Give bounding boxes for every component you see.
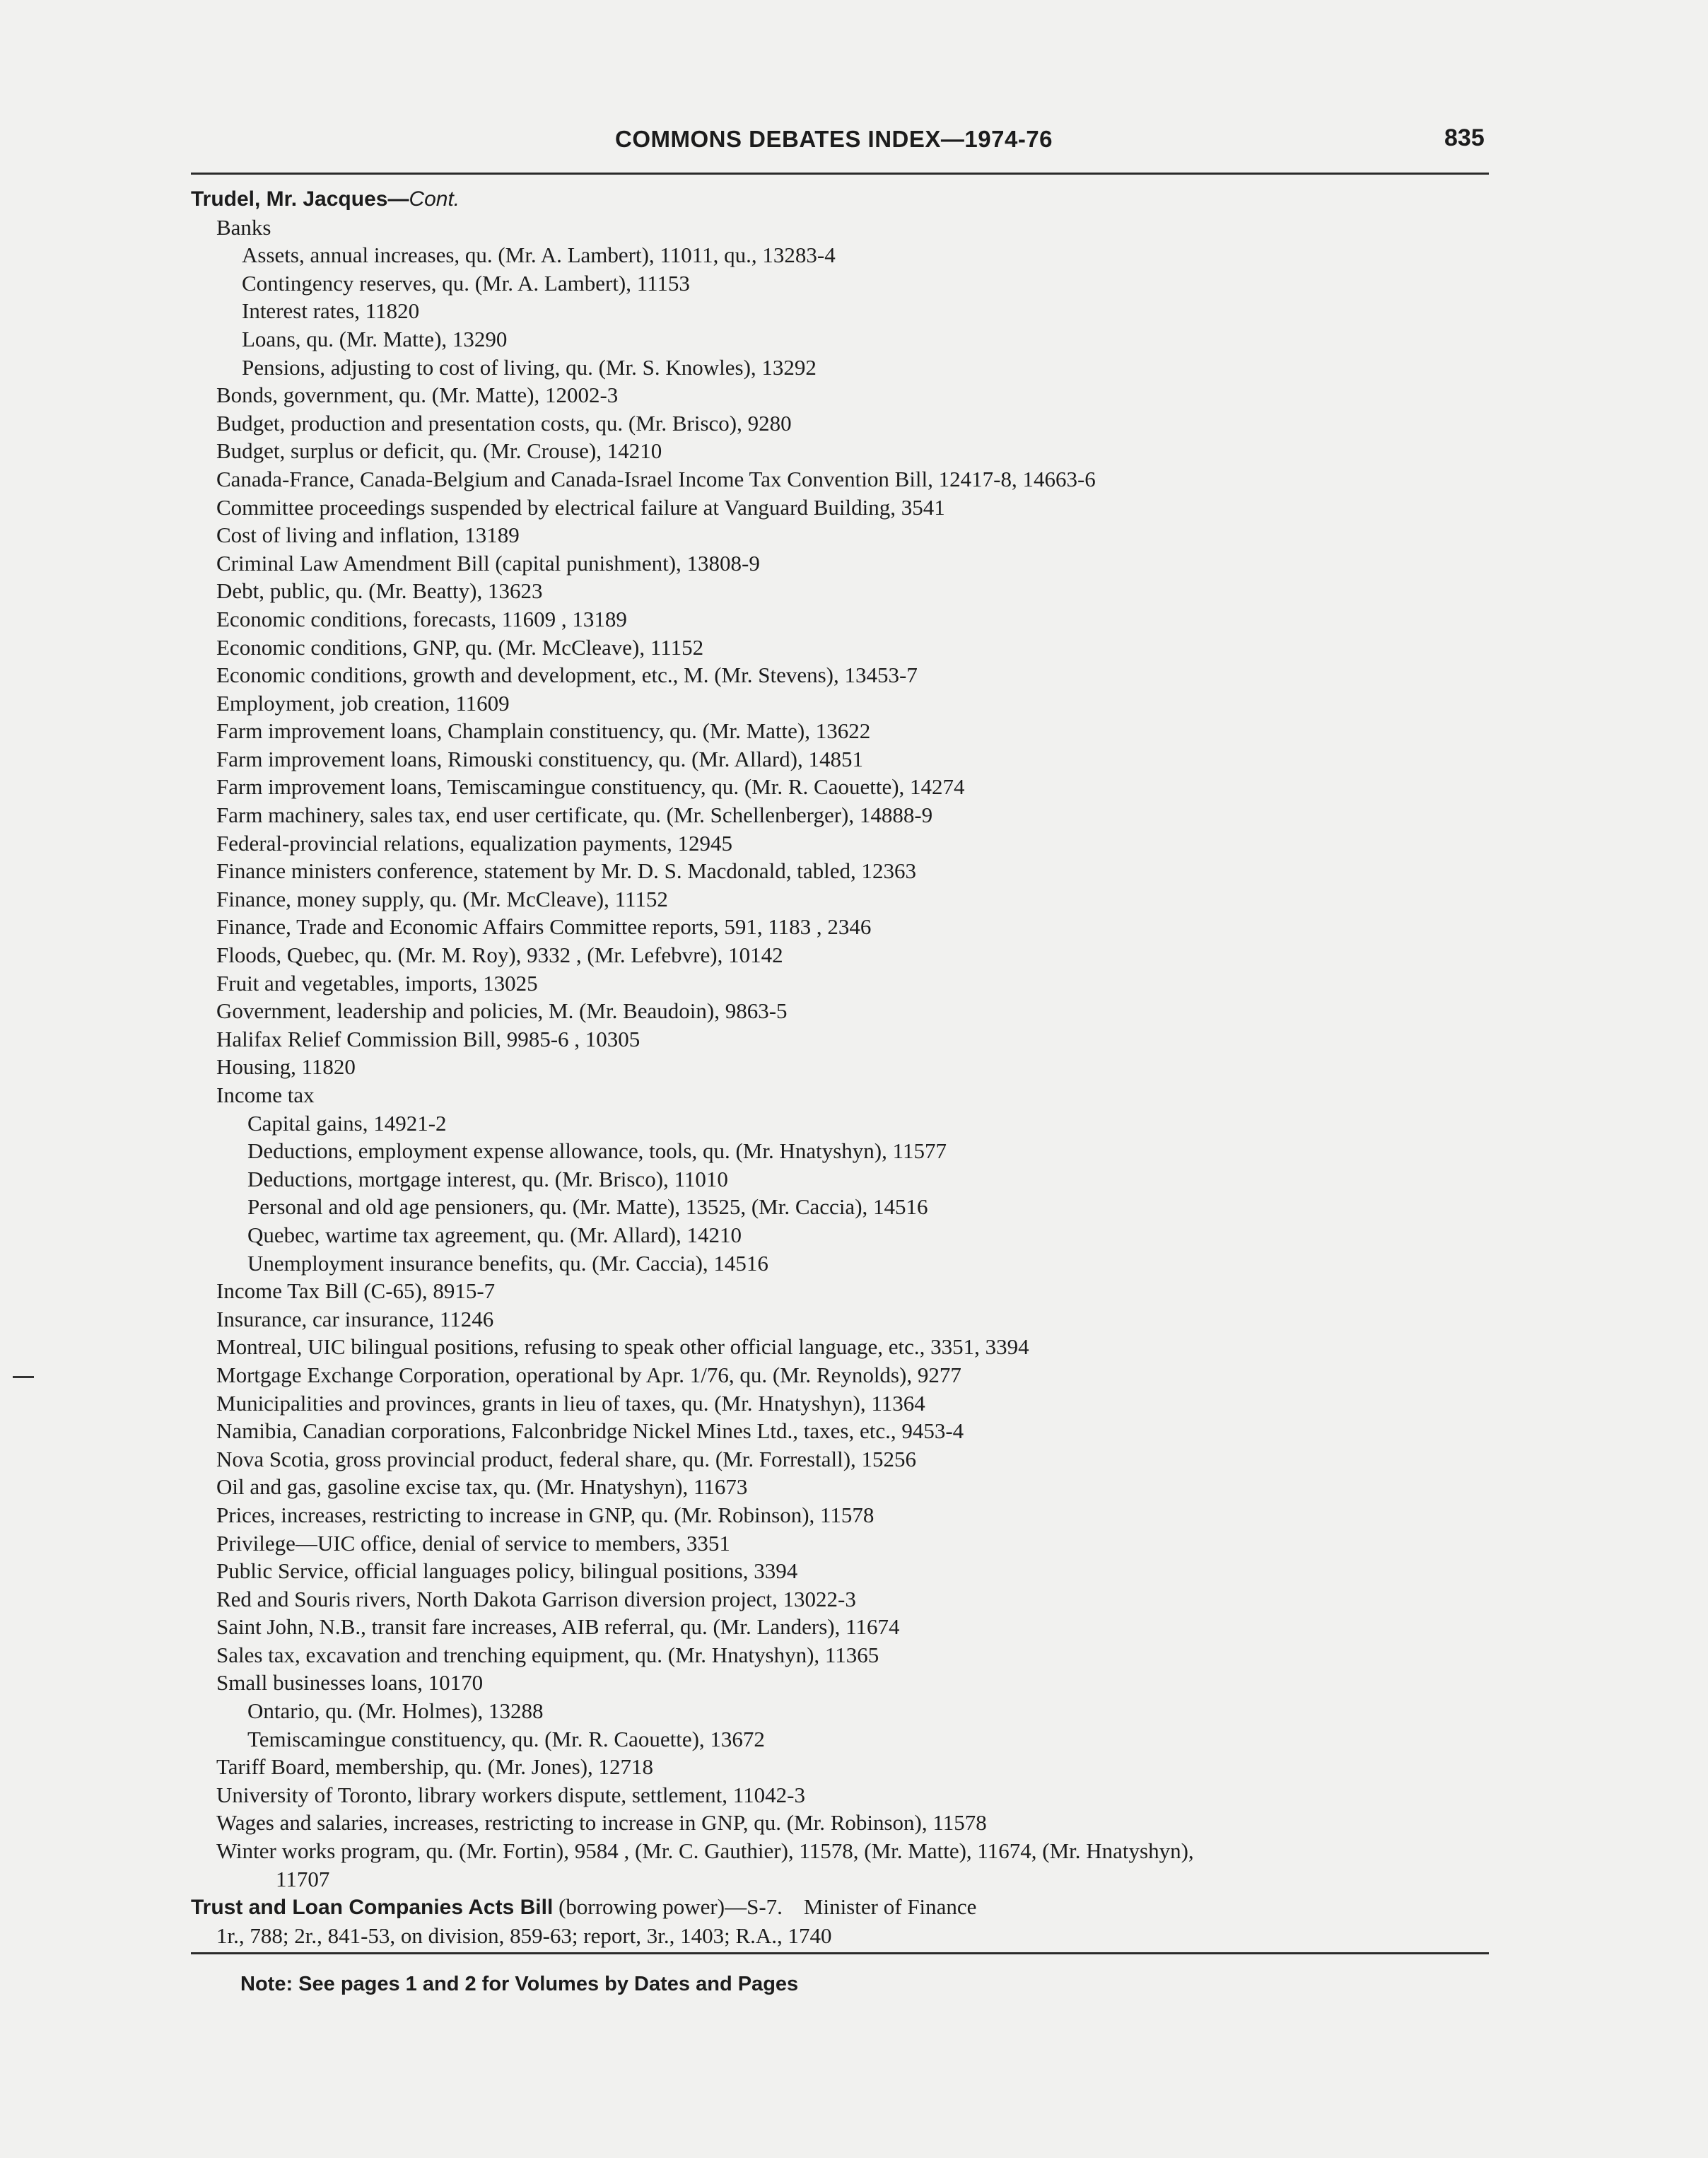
index-subentry: Debt, public, qu. (Mr. Beatty), 13623 [216,578,543,604]
index-subentry: Wages and salaries, increases, restricting to increase in GNP, qu. (Mr. Robinson), 11578 [216,1810,987,1836]
entry-lines [191,214,1506,1894]
index-subentry: Namibia, Canadian corporations, Falconbridge Nickel Mines Ltd., taxes, etc., 9453-4 [216,1418,964,1444]
index-subentry: Farm improvement loans, Temiscamingue constituency, qu. (Mr. R. Caouette), 14274 [216,774,965,800]
index-subentry: Public Service, official languages policy, bilingual positions, 3394 [216,1558,798,1584]
bottom-rule [191,1952,1489,1954]
top-rule [191,173,1489,175]
index-subentry: Capital gains, 14921-2 [247,1110,447,1136]
index-subentry: Privilege—UIC office, denial of service to members, 3351 [216,1530,730,1556]
entry-heading [191,185,1506,214]
index-subentry: Income tax [216,1083,315,1107]
index-subentry: Economic conditions, growth and development, etc., M. (Mr. Stevens), 13453-7 [216,663,918,688]
page-number: 835 [1444,124,1485,151]
index-subentry: Government, leadership and policies, M. (Mr. Beaudoin), 9863-5 [216,998,788,1024]
index-subentry: Finance ministers conference, statement by Mr. D. S. Macdonald, tabled, 12363 [216,858,917,884]
index-subentry: Personal and old age pensioners, qu. (Mr. Matte), 13525, (Mr. Caccia), 14516 [247,1194,928,1220]
index-subentry: Halifax Relief Commission Bill, 9985-6 , 10305 [216,1026,640,1051]
index-subentry: Budget, production and presentation costs, qu. (Mr. Brisco), 9280 [216,410,792,436]
index-subentry: Economic conditions, forecasts, 11609 , 13189 [216,606,627,631]
index-subentry: Temiscamingue constituency, qu. (Mr. R. Caouette), 13672 [247,1726,765,1751]
entry-cont-label: Cont. [409,187,460,211]
index-subentry: Prices, increases, restricting to increase in GNP, qu. (Mr. Robinson), 11578 [216,1502,875,1527]
index-subentry: Committee proceedings suspended by electrical failure at Vanguard Building, 3541 [216,494,945,520]
index-subentry: Banks [216,214,271,240]
index-content [191,185,1506,1949]
index-subentry: Winter works program, qu. (Mr. Fortin), 9584 , (Mr. C. Gauthier), 11578, (Mr. Matte), 11674, (Mr. Hnatyshyn), [216,1838,1194,1864]
index-subentry: Floods, Quebec, qu. (Mr. M. Roy), 9332 , (Mr. Lefebvre), 10142 [216,943,783,968]
index-subentry: Contingency reserves, qu. (Mr. A. Lambert), 11153 [242,270,690,296]
index-subentry: Farm machinery, sales tax, end user certificate, qu. (Mr. Schellenberger), 14888-9 [216,803,933,828]
index-subentry: Cost of living and inflation, 13189 [216,523,520,548]
index-subentry: Sales tax, excavation and trenching equipment, qu. (Mr. Hnatyshyn), 11365 [216,1642,879,1667]
index-subentry: Finance, Trade and Economic Affairs Committee reports, 591, 1183 , 2346 [216,914,872,940]
index-subentry: Fruit and vegetables, imports, 13025 [216,970,538,996]
index-subentry: Income Tax Bill (C-65), 8915-7 [216,1278,496,1304]
index-subentry: Farm improvement loans, Champlain constituency, qu. (Mr. Matte), 13622 [216,718,871,744]
index-subentry: University of Toronto, library workers dispute, settlement, 11042-3 [216,1782,805,1807]
index-subentry: Small businesses loans, 10170 [216,1670,484,1696]
index-subentry: Municipalities and provinces, grants in lieu of taxes, qu. (Mr. Hnatyshyn), 11364 [216,1390,925,1416]
index-subentry: Insurance, car insurance, 11246 [216,1306,494,1331]
index-subentry: Farm improvement loans, Rimouski constituency, qu. (Mr. Allard), 14851 [216,746,863,771]
index-subentry: Nova Scotia, gross provincial product, federal share, qu. (Mr. Forrestall), 15256 [216,1446,917,1471]
index-subentry: Oil and gas, gasoline excise tax, qu. (Mr. Hnatyshyn), 11673 [216,1474,748,1500]
index-subentry: Ontario, qu. (Mr. Holmes), 13288 [247,1698,544,1724]
index-subentry: Employment, job creation, 11609 [216,690,510,716]
index-subentry: Montreal, UIC bilingual positions, refusing to speak other official language, etc., 3351, 3394 [216,1334,1029,1360]
index-subentry: Unemployment insurance benefits, qu. (Mr. Caccia), 14516 [247,1250,768,1276]
entry-name: Trudel, Mr. Jacques— [191,187,409,211]
trust-entry-stages: 1r., 788; 2r., 841-53, on division, 859-63; report, 3r., 1403; R.A., 1740 [216,1923,832,1948]
running-head [0,122,1708,157]
index-subentry: Saint John, N.B., transit fare increases, AIB referral, qu. (Mr. Landers), 11674 [216,1614,900,1640]
index-subentry: Finance, money supply, qu. (Mr. McCleave), 11152 [216,886,668,911]
index-subentry: Tariff Board, membership, qu. (Mr. Jones), 12718 [216,1754,654,1780]
index-subentry: Housing, 11820 [216,1054,356,1080]
trust-entry-sponsor: Minister of Finance [803,1894,977,1920]
index-subentry: Mortgage Exchange Corporation, operational by Apr. 1/76, qu. (Mr. Reynolds), 9277 [216,1362,961,1387]
index-subentry: Budget, surplus or deficit, qu. (Mr. Crouse), 14210 [216,438,662,464]
index-subentry: Deductions, employment expense allowance, tools, qu. (Mr. Hnatyshyn), 11577 [247,1138,947,1164]
index-subentry: Deductions, mortgage interest, qu. (Mr. Brisco), 11010 [247,1166,728,1191]
index-subentry: Criminal Law Amendment Bill (capital punishment), 13808-9 [216,550,760,576]
margin-mark [13,1376,34,1378]
index-subentry: Quebec, wartime tax agreement, qu. (Mr. Allard), 14210 [247,1222,742,1247]
trust-entry-title: Trust and Loan Companies Acts Bill [191,1896,554,1920]
index-subentry: Assets, annual increases, qu. (Mr. A. Lambert), 11011, qu., 13283-4 [242,243,836,268]
index-subentry: Pensions, adjusting to cost of living, qu. (Mr. S. Knowles), 13292 [242,354,817,380]
index-subentry: Bonds, government, qu. (Mr. Matte), 12002-3 [216,383,619,408]
trust-entry-subtitle: (borrowing power)—S-7. [558,1894,783,1920]
page-title: COMMONS DEBATES INDEX—1974-76 [615,126,1053,152]
index-subentry: Canada-France, Canada-Belgium and Canada-Israel Income Tax Convention Bill, 12417-8, 14663-6 [216,466,1096,491]
index-subentry: Economic conditions, GNP, qu. (Mr. McCleave), 11152 [216,634,704,660]
index-subentry: Federal-provincial relations, equalization payments, 12945 [216,830,732,856]
index-subentry: Loans, qu. (Mr. Matte), 13290 [242,326,508,351]
index-subentry: Interest rates, 11820 [242,298,420,324]
index-subentry: Red and Souris rivers, North Dakota Garrison diversion project, 13022-3 [216,1586,856,1611]
index-subentry: 11707 [276,1866,330,1891]
footnote: Note: See pages 1 and 2 for Volumes by Dates and Pages [240,1973,799,1995]
trust-entry-heading [191,1893,1506,1922]
